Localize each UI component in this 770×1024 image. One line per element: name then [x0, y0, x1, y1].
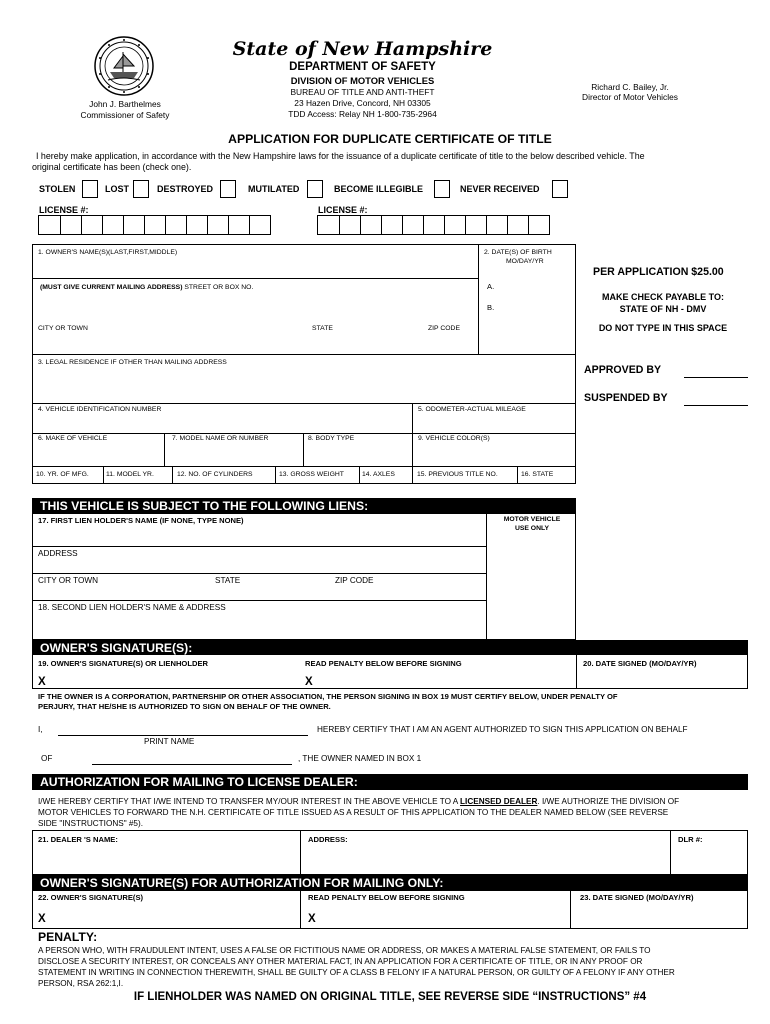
mailing-street-label: STREET OR BOX NO. [182, 284, 254, 291]
yr-mfg-field[interactable]: 10. YR. OF MFG. [36, 471, 89, 478]
dealer-text-3: SIDE "INSTRUCTIONS" #5). [38, 819, 143, 828]
box19-label: 19. OWNER'S SIGNATURE(S) OR LIENHOLDER [38, 659, 209, 668]
seal-icon [94, 36, 154, 96]
license-input-1[interactable] [38, 215, 270, 235]
dealer-dlr-field[interactable]: DLR #: [678, 835, 703, 844]
model-field[interactable]: 7. MODEL NAME OR NUMBER [172, 435, 269, 442]
never-received-checkbox[interactable] [552, 180, 568, 198]
check-label-lost: LOST [105, 184, 129, 194]
box22-label: 22. OWNER'S SIGNATURE(S) [38, 893, 144, 902]
mailing-signature-x2[interactable]: X [308, 913, 316, 925]
first-lienholder-field[interactable]: 17. FIRST LIEN HOLDER'S NAME (IF NONE, TYPE NONE) [38, 516, 244, 525]
no-type-note: DO NOT TYPE IN THIS SPACE [598, 323, 728, 333]
make-field[interactable]: 6. MAKE OF VEHICLE [38, 435, 108, 442]
license-input-2[interactable] [317, 215, 549, 235]
commissioner-name: John J. Barthelmes [89, 99, 161, 109]
license-label-1: LICENSE #: [39, 205, 89, 215]
liens-grid [32, 514, 576, 640]
axles-field[interactable]: 14. AXLES [362, 471, 395, 478]
commissioner-title: Commissioner of Safety [80, 110, 170, 120]
payable-line-1: MAKE CHECK PAYABLE TO: [601, 292, 725, 302]
suspended-by-line[interactable] [684, 405, 748, 406]
mailing-only-heading: OWNER'S SIGNATURE(S) FOR AUTHORIZATION FOR MAILING ONLY: [32, 875, 748, 891]
check-label-never: NEVER RECEIVED [460, 184, 540, 194]
form-title: APPLICATION FOR DUPLICATE CERTIFICATE OF TITLE [228, 132, 552, 146]
check-label-mutilated: MUTILATED [248, 184, 300, 194]
bureau: BUREAU OF TITLE AND ANTI-THEFT [290, 87, 435, 97]
intro-line-1: I hereby make application, in accordance with the New Hampshire laws for the issuance of a duplicate certificate of title to the below described vehicle. The [36, 151, 645, 161]
dealer-text-1a: I/WE HEREBY CERTIFY THAT I/WE INTEND TO TRANSFER MY/OUR INTEREST IN THE ABOVE VEHICLE TO A [38, 797, 461, 806]
liens-heading: THIS VEHICLE IS SUBJECT TO THE FOLLOWING LIENS: [32, 498, 576, 514]
body-type-field[interactable]: 8. BODY TYPE [308, 435, 355, 442]
fee-note: PER APPLICATION $25.00 [593, 266, 724, 278]
tdd-line: TDD Access: Relay NH 1-800-735-2964 [288, 109, 437, 119]
lost-checkbox[interactable] [133, 180, 149, 198]
lien-zip-field[interactable]: ZIP CODE [335, 576, 374, 585]
approved-by-label: APPROVED BY [584, 364, 662, 376]
licensed-dealer-text: LICENSED DEALER [460, 797, 538, 806]
payable-line-2: STATE OF NH - DMV [619, 304, 707, 314]
dealer-address-field[interactable]: ADDRESS: [308, 835, 348, 844]
color-field[interactable]: 9. VEHICLE COLOR(S) [418, 435, 490, 442]
i-label: I, [38, 725, 43, 734]
check-label-stolen: STOLEN [39, 184, 76, 194]
box20-label[interactable]: 20. DATE SIGNED (MO/DAY/YR) [583, 659, 697, 668]
dealer-text-1c: . I/WE AUTHORIZE THE DIVISION OF [537, 797, 680, 806]
mailing-required-note: (MUST GIVE CURRENT MAILING ADDRESS) [40, 284, 183, 291]
destroyed-checkbox[interactable] [220, 180, 236, 198]
penalty-warning-2: READ PENALTY BELOW BEFORE SIGNING [308, 893, 465, 902]
owner-signature-x1[interactable]: X [38, 676, 46, 688]
director-name: Richard C. Bailey, Jr. [591, 82, 669, 92]
corp-note-1: IF THE OWNER IS A CORPORATION, PARTNERSHIP OR OTHER ASSOCIATION, THE PERSON SIGNING IN BOX 19 MUST CERTIFY BELOW, UNDER PENALTY OF [38, 692, 618, 701]
dob-format: MO/DAY/YR [506, 258, 544, 265]
lienholder-footer: IF LIENHOLDER WAS NAMED ON ORIGINAL TITLE, SEE REVERSE SIDE “INSTRUCTIONS” #4 [133, 991, 647, 1003]
penalty-warning-1: READ PENALTY BELOW BEFORE SIGNING [305, 659, 462, 668]
department: DEPARTMENT OF SAFETY [289, 61, 436, 73]
cylinders-field[interactable]: 12. NO. OF CYLINDERS [177, 471, 253, 478]
penalty-heading: PENALTY: [38, 930, 98, 944]
dealer-heading: AUTHORIZATION FOR MAILING TO LICENSE DEALER: [32, 774, 748, 790]
lien-address-field[interactable]: ADDRESS [38, 549, 78, 558]
lien-city-field[interactable]: CITY OR TOWN [38, 576, 99, 585]
owner-signature-x2[interactable]: X [305, 676, 313, 688]
agent-name-line[interactable] [58, 735, 308, 736]
mailing-address-field[interactable] [40, 284, 253, 291]
mutilated-checkbox[interactable] [307, 180, 323, 198]
model-yr-field[interactable]: 11. MODEL YR. [106, 471, 154, 478]
penalty-line-3: STATEMENT IN WRITING IN CONNECTION THEREWITH, SHALL BE GUILTY OF A CLASS B FELONY IF A NATURAL PERSON, OR GUILTY OF A FELONY IF ANY OTHER [38, 968, 675, 977]
state-field[interactable]: STATE [312, 325, 333, 332]
dob-label: 2. DATE(S) OF BIRTH [484, 249, 552, 256]
city-field[interactable]: CITY OR TOWN [38, 325, 88, 332]
certify-text: HEREBY CERTIFY THAT I AM AN AGENT AUTHORIZED TO SIGN THIS APPLICATION ON BEHALF [317, 725, 688, 734]
penalty-line-1: A PERSON WHO, WITH FRAUDULENT INTENT, USES A FALSE OR FICTITIOUS NAME OR ADDRESS, OR MAKES A MATERIAL FALSE STATEMENT, OR FAILS TO [38, 946, 651, 955]
mv-use-line-2: USE ONLY [514, 525, 550, 532]
owner-name-field[interactable]: 1. OWNER'S NAME(S)(LAST,FIRST,MIDDLE) [38, 249, 178, 256]
lien-state-field[interactable]: STATE [215, 576, 241, 585]
owner-signature-heading: OWNER'S SIGNATURE(S): [32, 640, 748, 655]
residence-field[interactable]: 3. LEGAL RESIDENCE IF OTHER THAN MAILING ADDRESS [38, 359, 227, 366]
dob-b-field[interactable]: B. [487, 303, 495, 312]
gross-weight-field[interactable]: 13. GROSS WEIGHT [279, 471, 344, 478]
dealer-grid [32, 830, 748, 875]
odometer-field[interactable]: 5. ODOMETER-ACTUAL MILEAGE [418, 406, 526, 413]
prev-title-field[interactable]: 15. PREVIOUS TITLE NO. [417, 471, 498, 478]
of-label: OF [41, 754, 53, 763]
license-label-2: LICENSE #: [318, 205, 368, 215]
owner-entity-line[interactable] [92, 764, 292, 765]
print-name-label: PRINT NAME [144, 737, 195, 746]
division: DIVISION OF MOTOR VEHICLES [290, 75, 435, 86]
suspended-by-label: SUSPENDED BY [584, 392, 668, 404]
corp-note-2: PERJURY, THAT HE/SHE IS AUTHORIZED TO SIGN ON BEHALF OF THE OWNER. [38, 702, 331, 711]
zip-field[interactable]: ZIP CODE [428, 325, 460, 332]
state-seal [94, 36, 154, 96]
penalty-line-4: PERSON, RSA 262:1,I. [38, 979, 124, 988]
state-title: State of New Hampshire [232, 38, 493, 60]
approved-by-line[interactable] [684, 377, 748, 378]
state16-field[interactable]: 16. STATE [521, 471, 554, 478]
second-lienholder-field[interactable]: 18. SECOND LIEN HOLDER'S NAME & ADDRESS [38, 603, 226, 612]
penalty-line-2: DISCLOSE A SECURITY INTEREST, OR CONCEALS ANY OTHER MATERIAL FACT, IN AN APPLICATION FOR A CERTIFICATE OF TITLE, OR IN ANY PROOF OR [38, 957, 643, 966]
vin-field[interactable]: 4. VEHICLE IDENTIFICATION NUMBER [38, 406, 162, 413]
box23-label[interactable]: 23. DATE SIGNED (MO/DAY/YR) [580, 893, 694, 902]
mailing-signature-x1[interactable]: X [38, 913, 46, 925]
mv-use-line-1: MOTOR VEHICLE [503, 516, 561, 523]
dealer-name-field[interactable]: 21. DEALER 'S NAME: [38, 835, 118, 844]
director-title: Director of Motor Vehicles [582, 92, 678, 102]
illegible-checkbox[interactable] [434, 180, 450, 198]
dob-a-field[interactable]: A. [487, 282, 495, 291]
check-label-illegible: BECOME ILLEGIBLE [334, 184, 424, 194]
address: 23 Hazen Drive, Concord, NH 03305 [294, 98, 431, 108]
stolen-checkbox[interactable] [82, 180, 98, 198]
intro-line-2: original certificate has been (check one). [32, 162, 192, 172]
dealer-text-1 [38, 797, 679, 806]
owner-box1-text: , THE OWNER NAMED IN BOX 1 [298, 754, 422, 763]
dealer-text-2: MOTOR VEHICLES TO FORWARD THE N.H. CERTIFICATE OF TITLE ISSUED AS A RESULT OF THIS APPLICATION TO THE DEALER NAMED BELOW (SEE REVERSE [38, 808, 669, 817]
check-label-destroyed: DESTROYED [157, 184, 214, 194]
